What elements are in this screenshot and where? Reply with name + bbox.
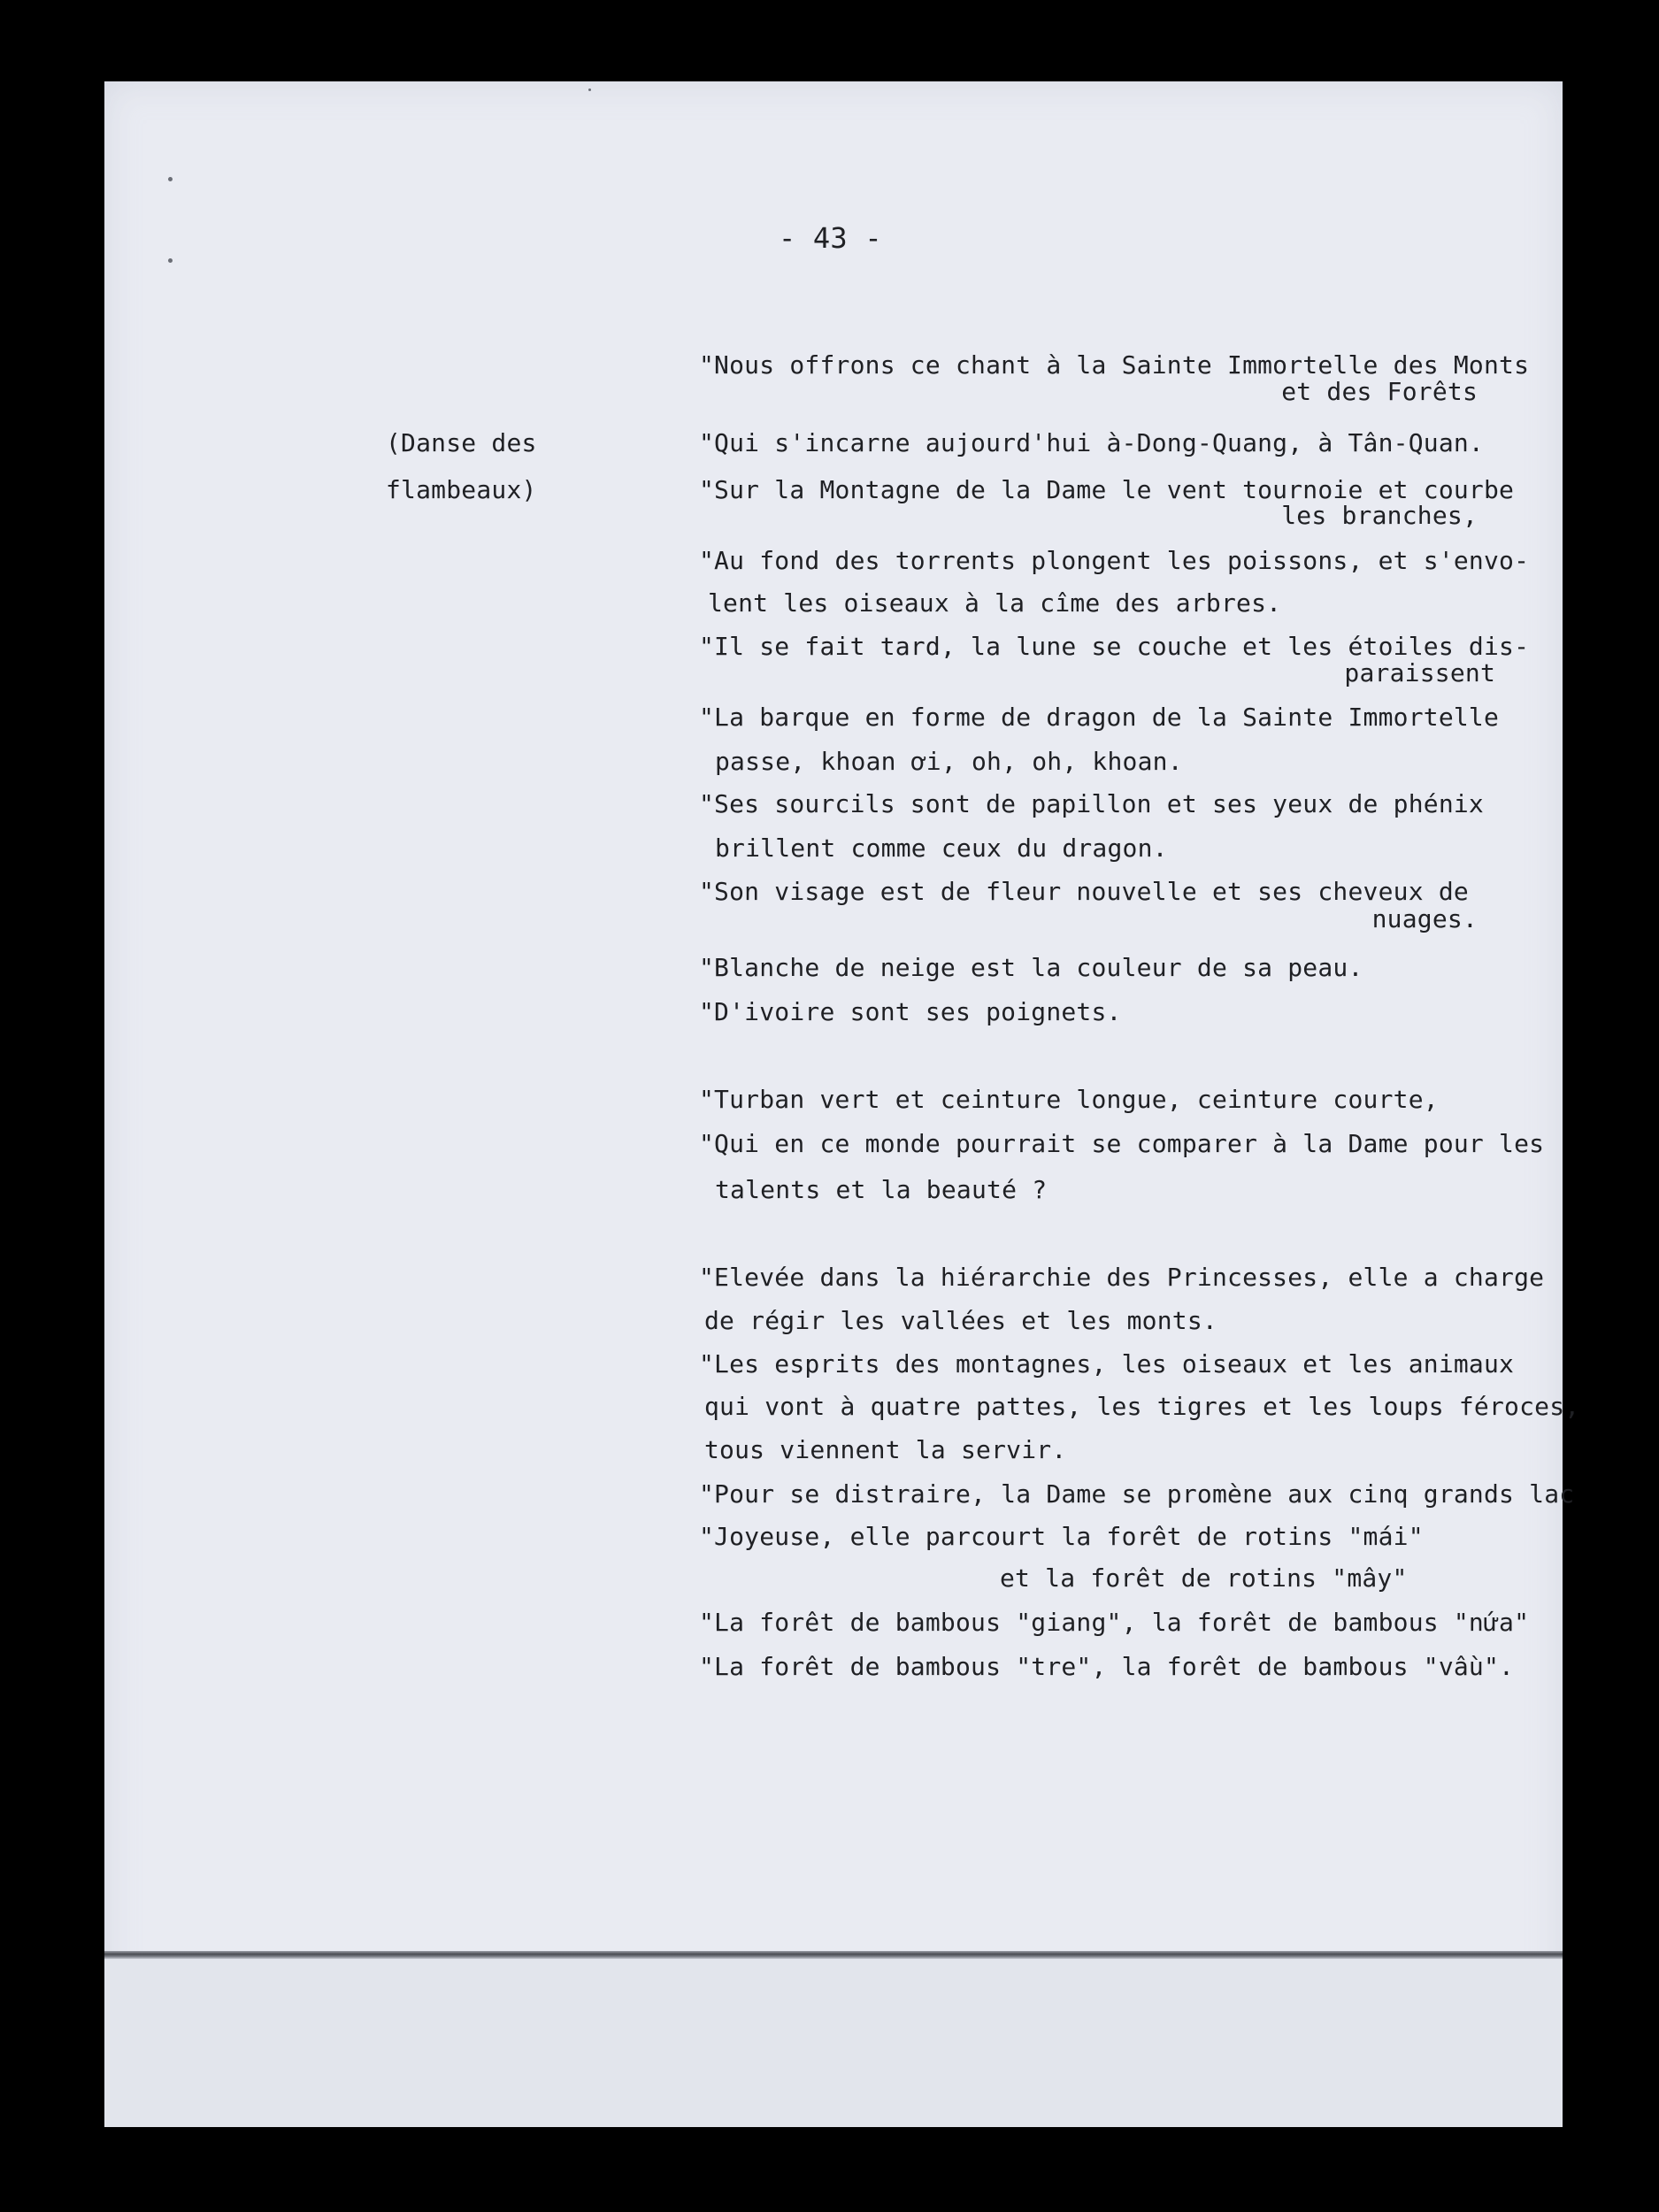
verse-line: lent les oiseaux à la cîme des arbres. <box>708 588 1282 618</box>
document-page <box>104 81 1580 2127</box>
verse-line: "Son visage est de fleur nouvelle et ses cheveux de <box>699 877 1469 906</box>
verse-line: "Blanche de neige est la couleur de sa peau. <box>699 953 1363 982</box>
verse-line: "Au fond des torrents plongent les poissons, et s'envo- <box>699 546 1530 575</box>
verse-line: "La forêt de bambous "tre", la forêt de bambous "vầu". <box>699 1652 1515 1681</box>
paper-speck <box>168 258 173 263</box>
verse-line: et la forêt de rotins "mây" <box>1000 1563 1408 1593</box>
verse-line: "Qui s'incarne aujourd'hui à-Dong-Quang, à Tân-Quan. <box>699 428 1484 457</box>
margin-note-line: flambeaux) <box>386 475 537 504</box>
verse-line: qui vont à quatre pattes, les tigres et les loups féroces, <box>704 1392 1580 1421</box>
verse-line: "Turban vert et ceinture longue, ceinture courte, <box>699 1085 1439 1114</box>
verse-line: "Sur la Montagne de la Dame le vent tournoie et courbe <box>699 475 1515 504</box>
verse-line-continuation: paraissent <box>1344 658 1495 687</box>
verse-line: "La barque en forme de dragon de la Sainte Immortelle <box>699 703 1500 732</box>
verse-line: "Il se fait tard, la lune se couche et les étoiles dis- <box>699 632 1530 661</box>
verse-line: "Pour se distraire, la Dame se promène aux cinq grands lac <box>699 1479 1575 1509</box>
verse-line: "Joyeuse, elle parcourt la forêt de rotins "mái" <box>699 1522 1424 1551</box>
verse-line-continuation: et des Forêts <box>1281 377 1478 406</box>
verse-line: "Elevée dans la hiérarchie des Princesses, elle a charge <box>699 1263 1545 1292</box>
verse-line: "La forêt de bambous "giang", la forêt de bambous "nứa" <box>699 1608 1530 1637</box>
verse-line: "Nous offrons ce chant à la Sainte Immortelle des Monts <box>699 350 1530 380</box>
verse-line-continuation: les branches, <box>1281 501 1478 530</box>
margin-note-line: (Danse des <box>386 428 537 457</box>
verse-line: "D'ivoire sont ses poignets. <box>699 997 1122 1026</box>
verse-line: brillent comme ceux du dragon. <box>715 833 1168 863</box>
verse-line: "Les esprits des montagnes, les oiseaux et les animaux <box>699 1349 1515 1379</box>
page-number: - 43 - <box>779 221 882 255</box>
verse-line-continuation: nuages. <box>1371 904 1478 933</box>
verse-line: tous viennent la servir. <box>704 1435 1067 1464</box>
paper-speck <box>168 177 173 181</box>
paper-speck <box>588 88 591 91</box>
verse-line: passe, khoan ơi, oh, oh, khoan. <box>715 747 1183 776</box>
verse-line: "Qui en ce monde pourrait se comparer à la Dame pour les <box>699 1129 1545 1158</box>
verse-line: "Ses sourcils sont de papillon et ses yeux de phénix <box>699 789 1484 818</box>
verse-line: de régir les vallées et les monts. <box>704 1306 1217 1335</box>
page-fold-line <box>104 1951 1563 1959</box>
verse-line: talents et la beauté ? <box>715 1175 1048 1204</box>
page-fold-underlay <box>104 1959 1563 2127</box>
